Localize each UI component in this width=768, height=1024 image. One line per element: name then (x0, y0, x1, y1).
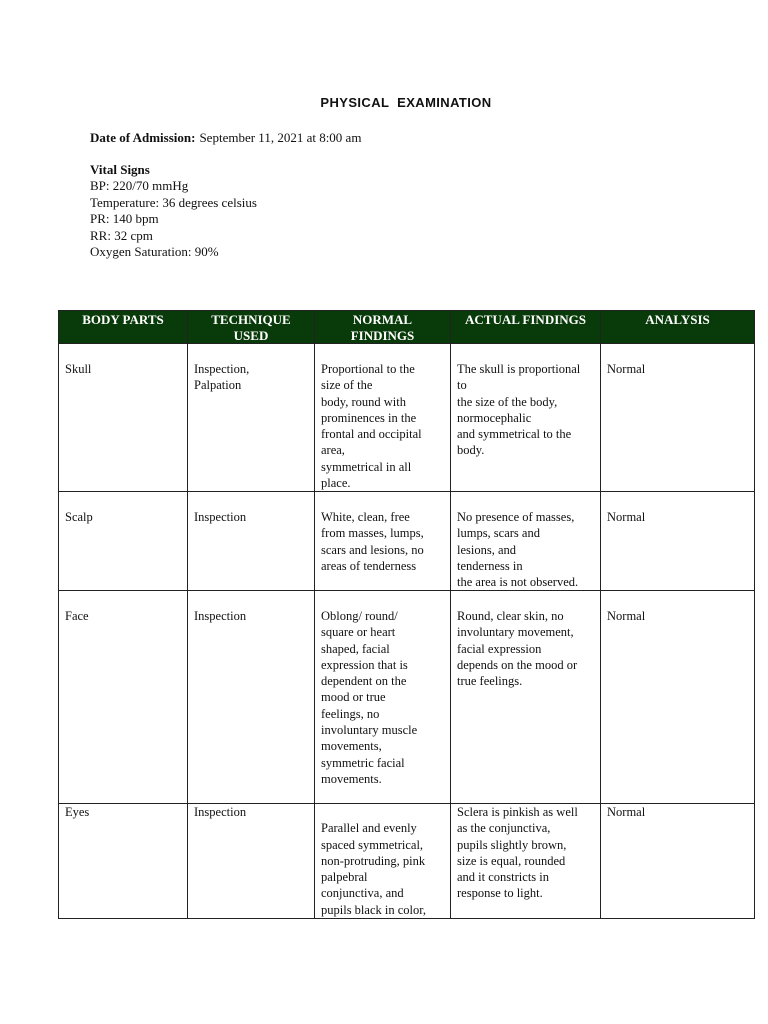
normal-findings-cell (315, 344, 451, 492)
cell-text-line: Inspection (194, 510, 247, 524)
technique-cell (188, 492, 315, 591)
admission-date-value: September 11, 2021 at 8:00 am (199, 130, 362, 145)
cell-text-line: lumps, scars and (457, 526, 540, 541)
cell-text-line: and it constricts in (457, 870, 549, 885)
vital-respiratory-rate: RR: 32 cpm (90, 227, 153, 243)
table-header-cell (451, 311, 601, 344)
table-row (59, 804, 755, 919)
cell-text-line: involuntary movement, (457, 625, 574, 640)
cell-text-line: dependent on the (321, 674, 407, 689)
cell-text-line: non-protruding, pink (321, 853, 426, 868)
body-part-cell (59, 591, 188, 804)
vital-temperature: Temperature: 36 degrees celsius (90, 194, 257, 210)
cell-text-line: normocephalic (457, 410, 532, 425)
cell-text-line: true feelings. (457, 674, 523, 689)
cell-text-line (321, 804, 444, 820)
admission-line (90, 130, 361, 146)
cell-text-line: frontal and occipital (321, 427, 422, 442)
normal-findings-cell (315, 591, 451, 804)
cell-text-line: shaped, facial (321, 641, 390, 656)
cell-text-line: tenderness in (457, 558, 523, 573)
cell-text-line: Round, clear skin, no (457, 609, 564, 623)
table-row (59, 591, 755, 804)
table-header-cell (315, 311, 451, 344)
cell-text-line: movements, (321, 739, 382, 754)
cell-text-line: spaced symmetrical, (321, 837, 424, 852)
cell-text-line: movements. (321, 771, 382, 786)
cell-text-line: scars and lesions, no (321, 542, 424, 557)
cell-text-line: depends on the mood or (457, 657, 578, 672)
cell-text-line: Normal (607, 510, 646, 524)
cell-text-line: the size of the body, (457, 394, 558, 409)
cell-text-line: symmetric facial (321, 755, 405, 770)
normal-findings-cell (315, 804, 451, 919)
document-title: PHYSICAL EXAMINATION (320, 95, 492, 110)
vital-pulse-rate: PR: 140 bpm (90, 211, 159, 227)
technique-cell (188, 591, 315, 804)
table-row (59, 344, 755, 492)
cell-text-line: facial expression (457, 641, 542, 656)
cell-text-line: lesions, and (457, 542, 517, 557)
cell-text-line: size of the (321, 378, 373, 393)
cell-text-line: Inspection, (194, 362, 250, 376)
cell-text-line: as the conjunctiva, (457, 821, 551, 836)
cell-text-line: involuntary muscle (321, 723, 418, 738)
cell-text-line: Proportional to the (321, 362, 415, 376)
vital-signs-heading: Vital Signs (90, 162, 150, 177)
cell-text-line: Face (65, 609, 89, 623)
physical-exam-table (58, 310, 755, 919)
cell-text-line: Normal (607, 805, 646, 819)
normal-findings-cell (315, 492, 451, 591)
cell-text-line: Sclera is pinkish as well (457, 805, 578, 819)
cell-text-line: expression that is (321, 657, 408, 672)
header-label: ANALYSIS (645, 312, 710, 327)
cell-text-line: Eyes (65, 805, 90, 819)
cell-text-line: response to light. (457, 886, 543, 901)
body-part-cell (59, 492, 188, 591)
actual-findings-cell (451, 492, 601, 591)
cell-text-line: palpebral (321, 870, 368, 885)
cell-text-line: Scalp (65, 510, 93, 524)
vital-oxygen-saturation: Oxygen Saturation: 90% (90, 244, 219, 260)
cell-text-line: Inspection (194, 805, 247, 819)
cell-text-line: size is equal, rounded (457, 853, 566, 868)
cell-text-line: from masses, lumps, (321, 526, 424, 541)
cell-text-line: Inspection (194, 609, 247, 623)
actual-findings-cell (451, 591, 601, 804)
table-row (59, 492, 755, 591)
cell-text-line: place. (321, 476, 351, 491)
cell-text-line: square or heart (321, 625, 396, 640)
cell-text-line: and symmetrical to the (457, 427, 572, 442)
table-header-cell (188, 311, 315, 344)
cell-text-line: symmetrical in all (321, 459, 412, 474)
cell-text-line: areas of tenderness (321, 558, 417, 573)
actual-findings-cell (451, 344, 601, 492)
cell-text-line: Palpation (194, 378, 242, 393)
header-label: BODY PARTS (82, 312, 164, 327)
table-header-cell (59, 311, 188, 344)
cell-text-line: Skull (65, 362, 92, 376)
cell-text-line: feelings, no (321, 706, 380, 721)
actual-findings-cell (451, 804, 601, 919)
cell-text-line: White, clean, free (321, 510, 410, 524)
vital-signs-section (90, 162, 257, 260)
header-label: TECHNIQUE (211, 312, 291, 327)
cell-text-line: The skull is proportional (457, 362, 581, 376)
cell-text-line: body. (457, 443, 485, 458)
header-label: ACTUAL FINDINGS (465, 312, 586, 327)
technique-cell (188, 344, 315, 492)
table-header-row (59, 311, 755, 344)
header-label: NORMAL (352, 312, 413, 327)
cell-text-line: Parallel and evenly (321, 821, 417, 836)
cell-text-line: area, (321, 443, 345, 458)
cell-text-line: body, round with (321, 394, 406, 409)
cell-text-line: Oblong/ round/ (321, 609, 398, 623)
cell-text-line: Normal (607, 362, 646, 376)
cell-text-line: No presence of masses, (457, 510, 575, 524)
analysis-cell (601, 804, 755, 919)
header-label: USED (233, 328, 269, 343)
table-header-cell (601, 311, 755, 344)
admission-date-label: Date of Admission: (90, 130, 196, 145)
cell-text-line: to (457, 378, 467, 393)
analysis-cell (601, 344, 755, 492)
header-label: FINDINGS (350, 328, 415, 343)
body-part-cell (59, 804, 188, 919)
cell-text-line: prominences in the (321, 410, 417, 425)
analysis-cell (601, 591, 755, 804)
analysis-cell (601, 492, 755, 591)
cell-text-line: Normal (607, 609, 646, 623)
cell-text-line: pupils slightly brown, (457, 837, 567, 852)
technique-cell (188, 804, 315, 919)
cell-text-line: the area is not observed. (457, 575, 579, 590)
body-part-cell (59, 344, 188, 492)
cell-text-line: conjunctiva, and (321, 886, 404, 901)
cell-text-line: pupils black in color, (321, 902, 427, 917)
vital-bp: BP: 220/70 mmHg (90, 178, 189, 194)
cell-text-line: mood or true (321, 690, 386, 705)
